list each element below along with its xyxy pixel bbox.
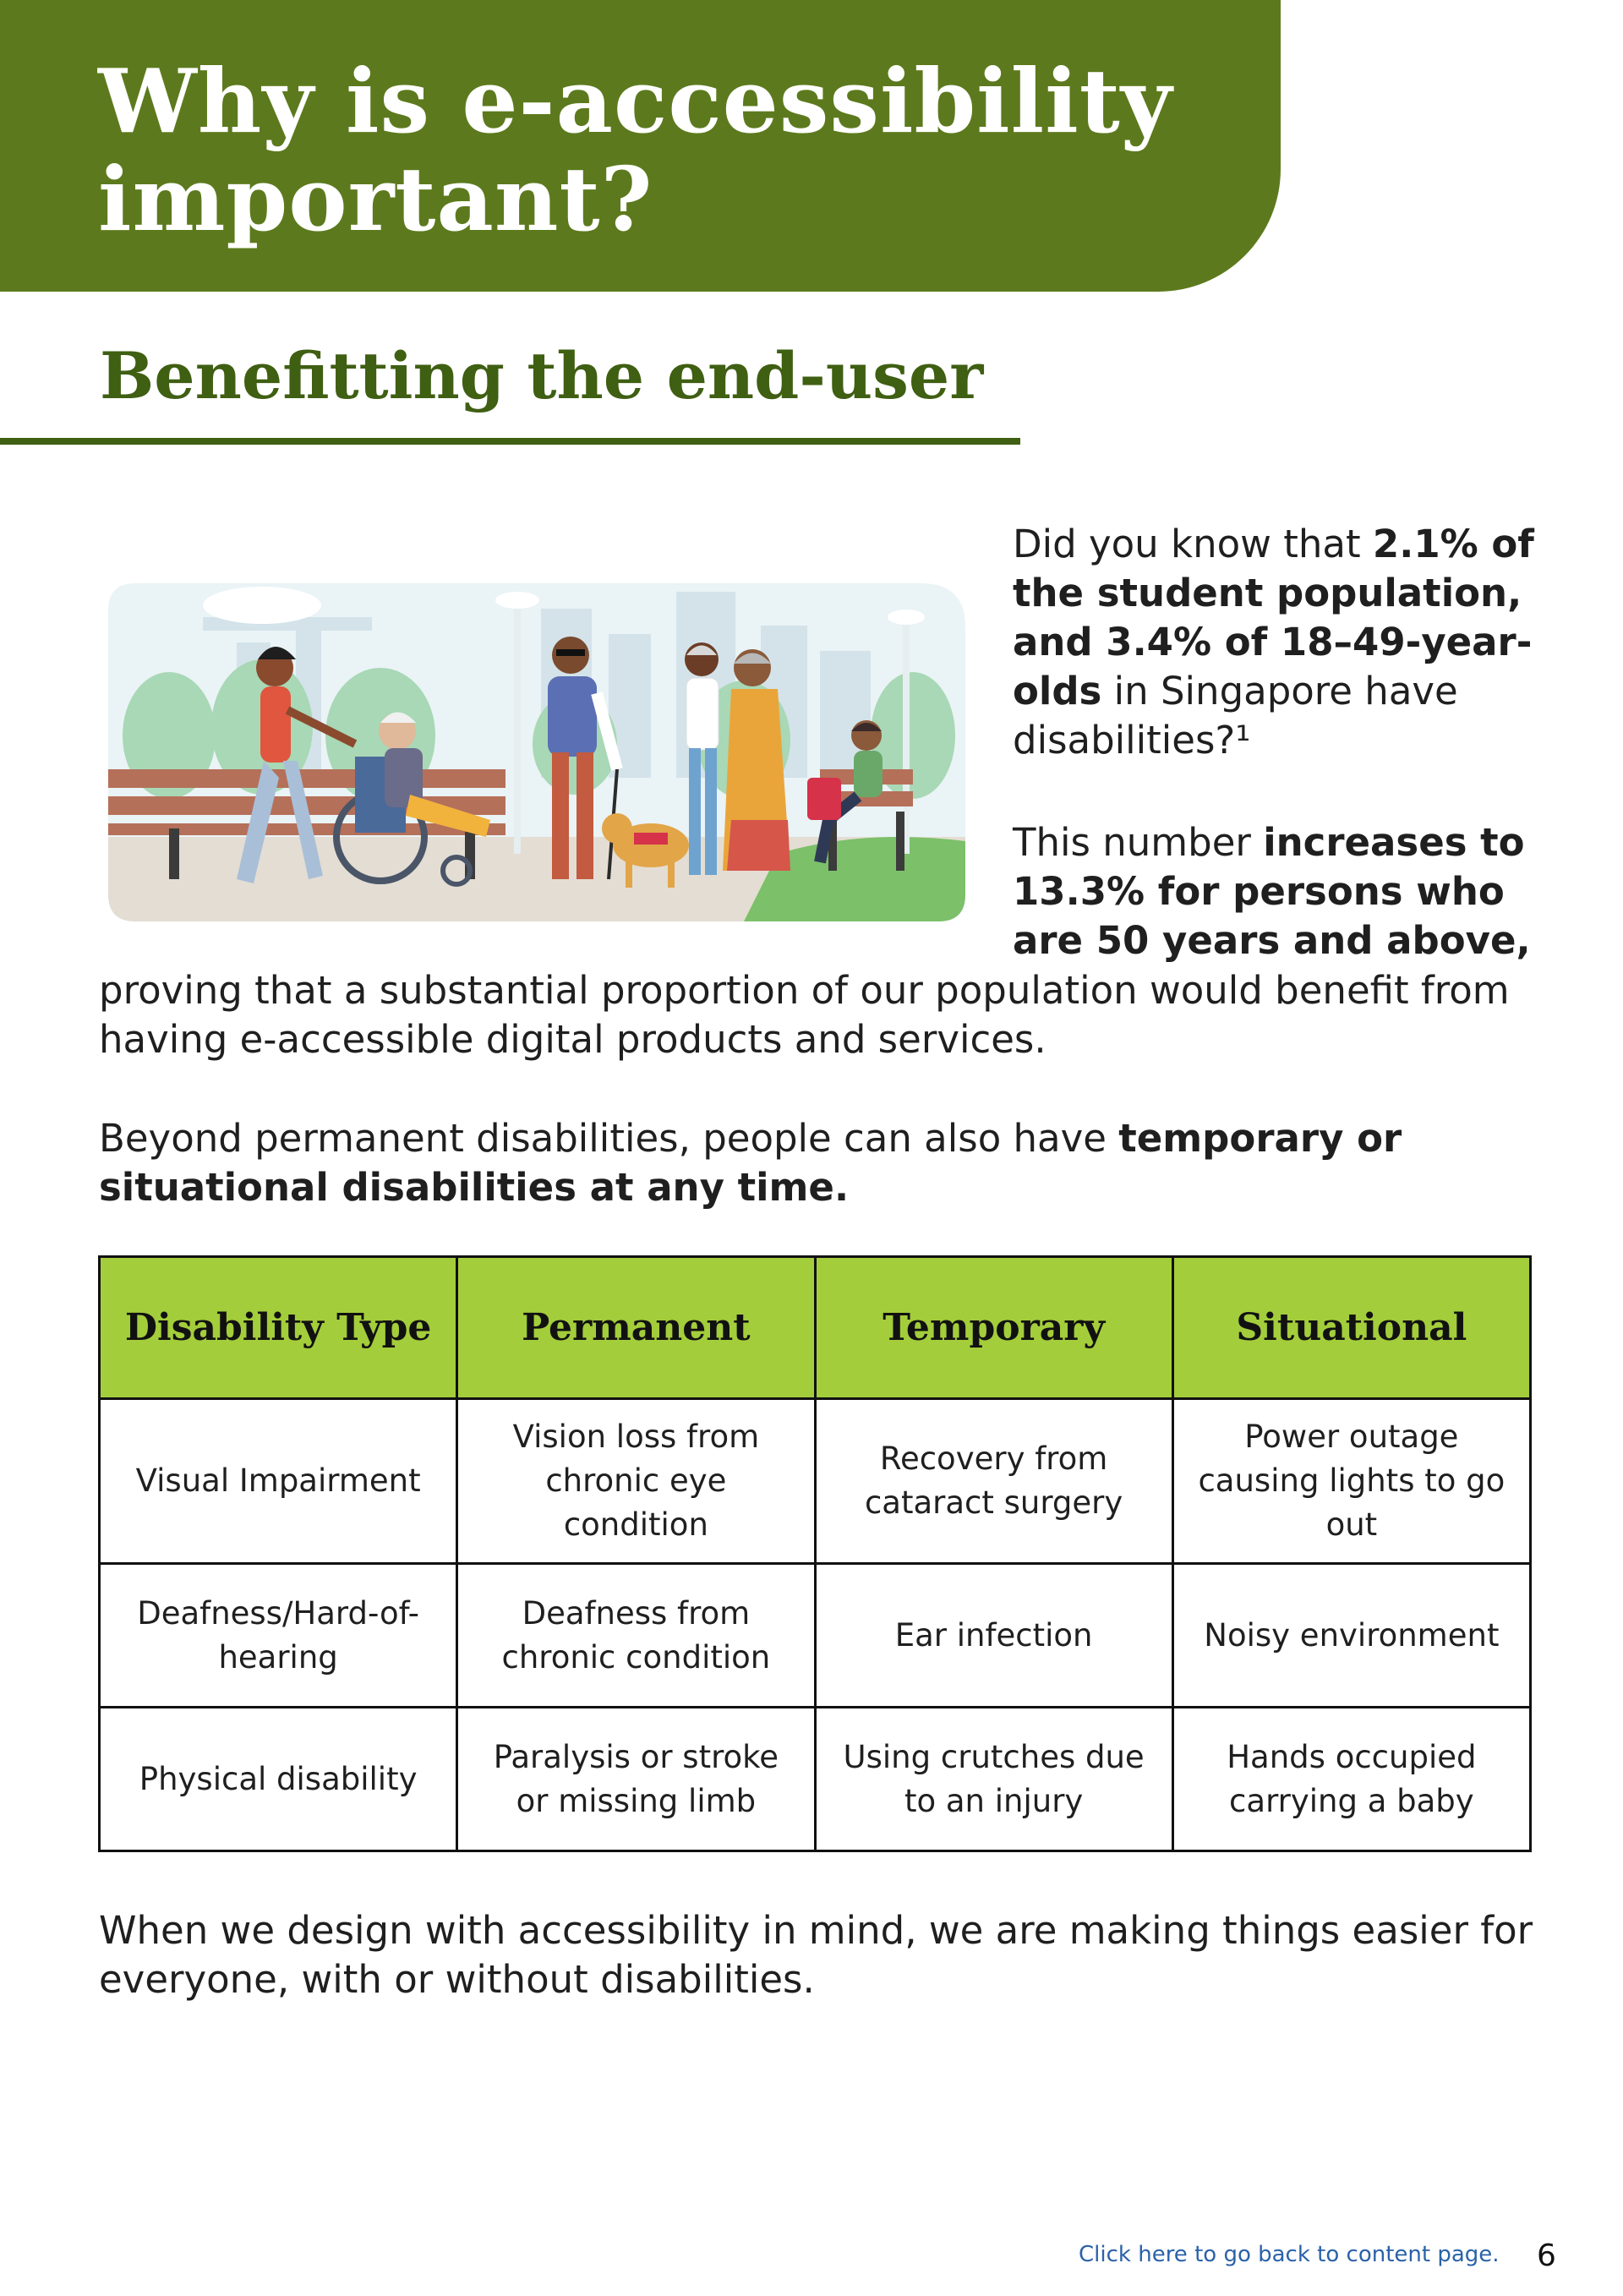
table-cell: Power outage causing lights to go out <box>1172 1399 1530 1564</box>
beyond-bold: temporary or situational disabilities at any time. <box>99 1116 1402 1210</box>
header-temporary: Temporary <box>815 1257 1172 1399</box>
table-cell: Noisy environment <box>1172 1564 1530 1708</box>
page-title-line-2: important? <box>98 147 653 251</box>
page-title-line-1: Why is e-accessibility <box>98 49 1173 153</box>
table-cell: Visual Impairment <box>100 1399 457 1564</box>
increase-text-lead: This number <box>1013 820 1264 865</box>
proportion-paragraph: proving that a substantial proportion of our population would benefit from having e-accessible digital products and services. <box>99 968 1510 1062</box>
page-number: 6 <box>1537 2239 1556 2273</box>
header-disability-type: Disability Type <box>100 1257 457 1399</box>
table-cell: Using crutches due to an injury <box>815 1708 1172 1851</box>
table-cell: Deafness/Hard-of-hearing <box>100 1564 457 1708</box>
beyond-paragraph <box>99 1114 1553 1212</box>
intro-paragraph <box>1013 520 1562 765</box>
table-cell: Ear infection <box>815 1564 1172 1708</box>
header-situational: Situational <box>1172 1257 1530 1399</box>
intro-text-2: in Singapore have disabilities?¹ <box>1013 669 1458 763</box>
people-in-park-illustration <box>101 575 965 930</box>
table-cell: Deafness from chronic condition <box>457 1564 815 1708</box>
intro-stat-bold: 2.1% of the student population, and 3.4% of 18–49-year-olds <box>1013 522 1534 713</box>
table-cell: Hands occupied carrying a baby <box>1172 1708 1530 1851</box>
table-cell: Physical disability <box>100 1708 457 1851</box>
header-permanent: Permanent <box>457 1257 815 1399</box>
table-row <box>100 1564 1531 1708</box>
table-cell: Paralysis or stroke or missing limb <box>457 1708 815 1851</box>
intro-text-1: Did you know that <box>1013 522 1373 566</box>
subtitle-underline <box>0 438 1020 445</box>
back-to-contents-link[interactable]: Click here to go back to content page. <box>1079 2242 1500 2267</box>
beyond-text: Beyond permanent disabilities, people can also have <box>99 1116 1119 1161</box>
closing-paragraph: When we design with accessibility in mind, we are making things easier for everyone, with or without disabilities. <box>99 1908 1533 2002</box>
table-row <box>100 1399 1531 1564</box>
table-cell: Recovery from cataract surgery <box>815 1399 1172 1564</box>
increase-stat-bold: increases to 13.3% for persons who are 50 years and above, <box>1013 820 1531 963</box>
table-cell: Vision loss from chronic eye condition <box>457 1399 815 1564</box>
page-title <box>98 49 1265 251</box>
section-subtitle: Benefitting the end-user <box>100 338 984 413</box>
table-header-row <box>100 1257 1531 1399</box>
disability-types-table <box>98 1255 1532 1852</box>
table-row <box>100 1708 1531 1851</box>
increase-paragraph <box>1013 818 1562 965</box>
